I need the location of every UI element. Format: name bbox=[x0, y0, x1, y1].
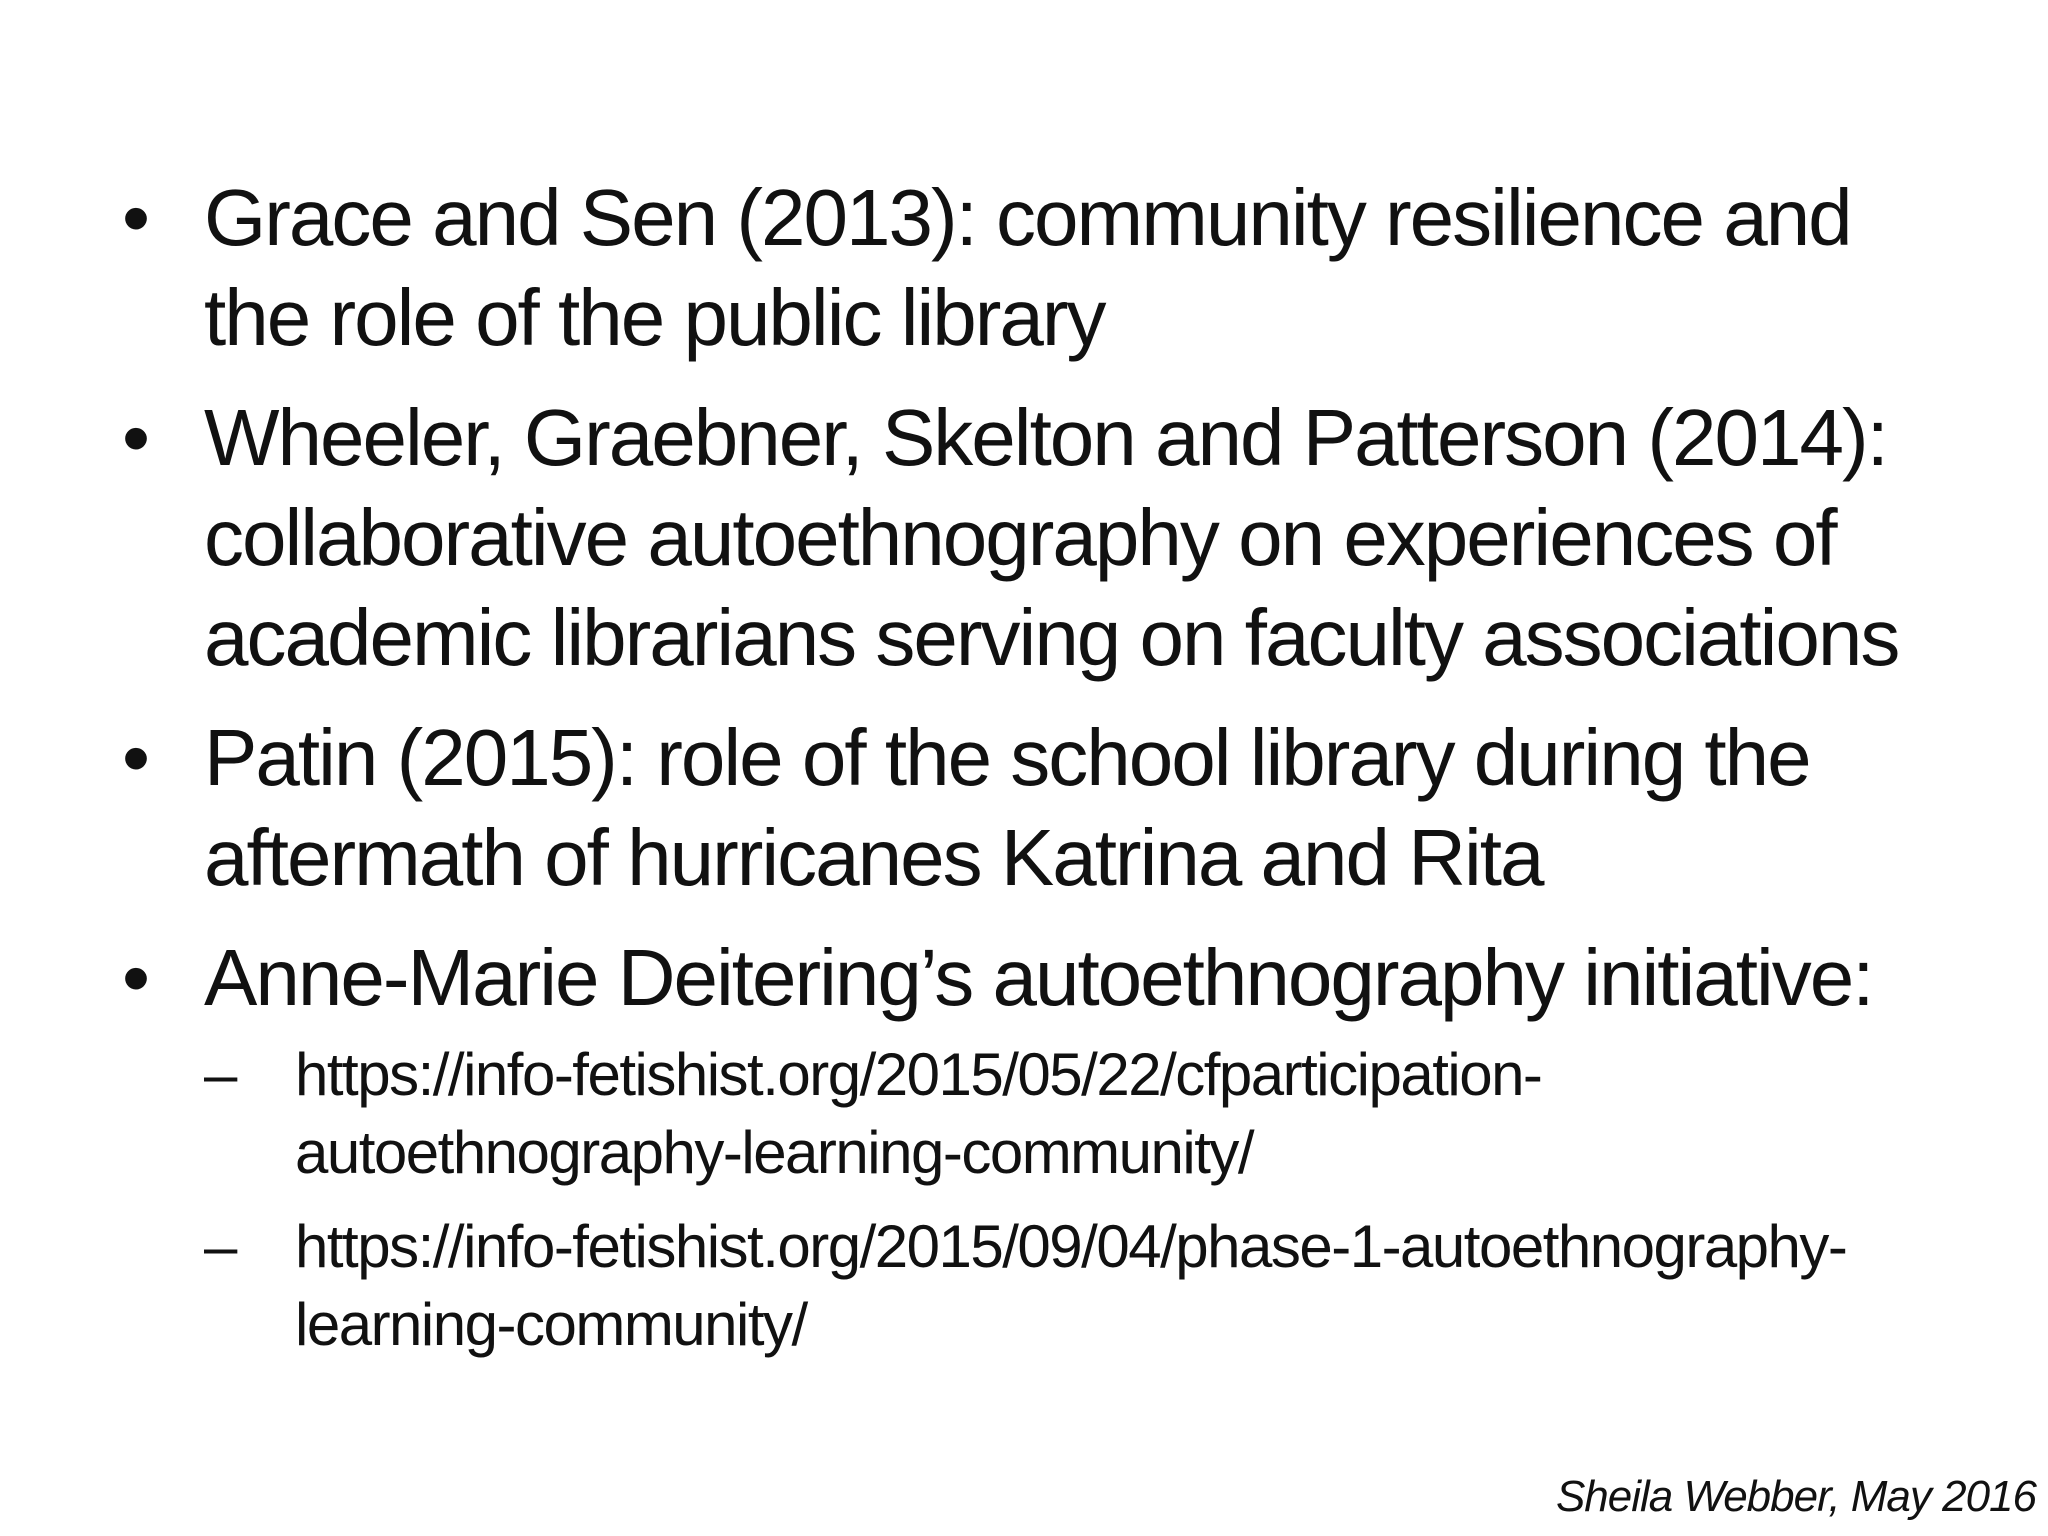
dash-marker: – bbox=[204, 1041, 236, 1108]
bullet-line: • Wheeler, Graebner, Skelton and Patterson (2014): bbox=[204, 393, 1887, 482]
sub-bullet-list bbox=[204, 1036, 1918, 1364]
bullet-item-patin bbox=[118, 708, 1918, 908]
dash-marker: – bbox=[204, 1213, 236, 1280]
url-line: https://info-fetishist.org/2015/09/04/phase-1-autoethnography- bbox=[295, 1213, 1847, 1280]
url-line: learning-community/ bbox=[295, 1291, 807, 1358]
sub-item-link-1 bbox=[204, 1036, 1915, 1192]
bullet-line: the role of the public library bbox=[204, 273, 1105, 362]
bullet-item-grace-sen bbox=[118, 168, 1918, 368]
footer-attribution: Sheila Webber, May 2016 bbox=[1555, 1472, 2036, 1521]
bullet-line: aftermath of hurricanes Katrina and Rita bbox=[204, 813, 1543, 902]
bullet-list bbox=[118, 168, 1918, 1384]
bullet-item-wheeler bbox=[118, 388, 1918, 688]
bullet-line: • Grace and Sen (2013): community resilience and bbox=[204, 173, 1851, 262]
bullet-item-deitering bbox=[118, 928, 1918, 1364]
url-line: https://info-fetishist.org/2015/05/22/cfparticipation- bbox=[295, 1041, 1542, 1108]
bullet-line: academic librarians serving on faculty associations bbox=[204, 593, 1899, 682]
bullet-line: • Patin (2015): role of the school library during the bbox=[204, 713, 1810, 802]
url-line: autoethnography-learning-community/ bbox=[295, 1119, 1254, 1186]
bullet-line: • Anne-Marie Deitering’s autoethnography initiative: bbox=[204, 933, 1873, 1022]
bullet-line: collaborative autoethnography on experiences of bbox=[204, 493, 1836, 582]
sub-item-link-2 bbox=[204, 1208, 1915, 1364]
